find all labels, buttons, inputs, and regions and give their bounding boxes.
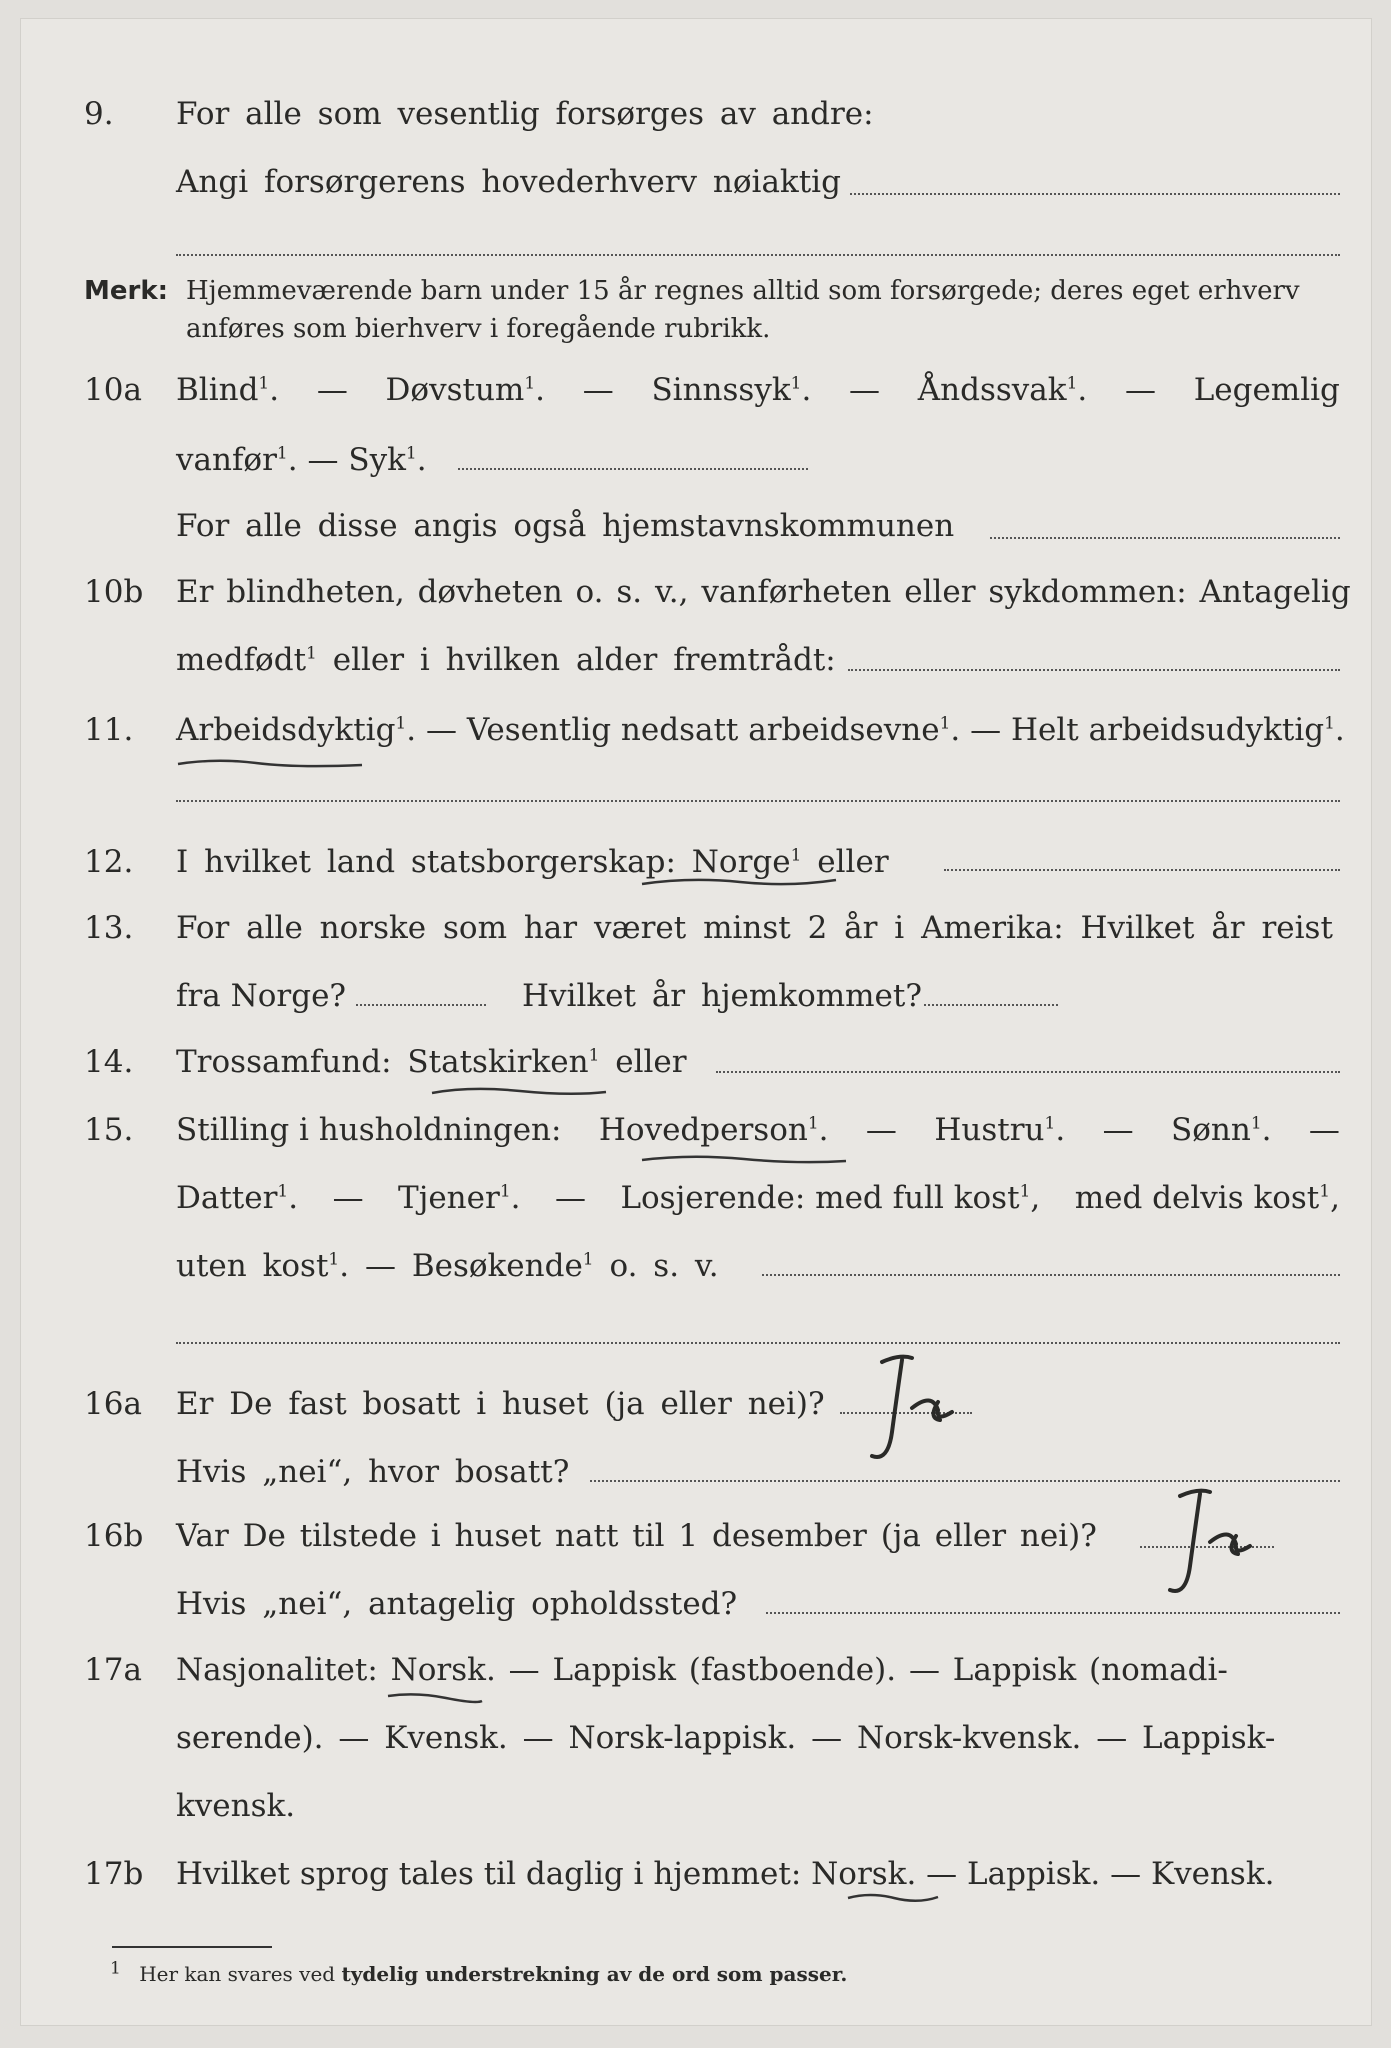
question-text: Hvis „nei“, antagelig opholdssted? <box>176 1586 738 1622</box>
footnote: $^1$ Her kan svares ved tydelig understrekning av de ord som passer. <box>110 1958 848 1986</box>
answer-line[interactable] <box>944 869 1340 871</box>
question-text: vanfør$^1$. — Syk$^1$. <box>176 442 427 478</box>
question-number: 17b <box>84 1856 144 1892</box>
answer-option-selected: Norsk. <box>390 1652 496 1688</box>
note-text: Hjemmeværende barn under 15 år regnes alltid som forsørgede; deres eget erhverv <box>186 276 1300 306</box>
note-label: Merk: <box>84 276 169 306</box>
question-17a-line-3 <box>0 1778 1391 1834</box>
question-text: Hvilket sprog tales til daglig i hjemmet: Norsk. — Lappisk. — Kvensk. <box>176 1856 1275 1892</box>
answer-option-selected: Arbeidsdyktig <box>176 712 396 748</box>
question-number: 11. <box>84 712 134 748</box>
answer-option-selected: Statskirken <box>407 1044 589 1080</box>
question-number: 13. <box>84 910 134 946</box>
answer-line[interactable] <box>176 254 1340 256</box>
question-text: Nasjonalitet: Norsk. — Lappisk (fastboende). — Lappisk (nomadi- <box>176 1652 1228 1688</box>
question-text: Er De fast bosatt i huset (ja eller nei)? <box>176 1386 825 1422</box>
handwritten-underline <box>430 1084 610 1098</box>
question-text: Blind$^1$. — Døvstum$^1$. — Sinnssyk$^1$. — Åndssvak$^1$. — Legemlig <box>176 372 1340 408</box>
handwritten-underline <box>386 1690 486 1704</box>
answer-line[interactable] <box>590 1480 1340 1482</box>
footnote-rule <box>112 1946 272 1948</box>
question-10a-line-2 <box>0 432 1391 488</box>
answer-option-selected: Norsk. <box>811 1856 917 1892</box>
question-text: uten kost$^1$. — Besøkende$^1$ o. s. v. <box>176 1248 719 1284</box>
question-number: 12. <box>84 844 134 880</box>
question-10a-line-1 <box>0 362 1391 418</box>
question-number: 15. <box>84 1112 134 1148</box>
question-9-line-2 <box>0 154 1391 210</box>
question-text: fra Norge? <box>176 978 347 1014</box>
question-number: 10b <box>84 574 144 610</box>
question-text: Hvilket år hjemkommet? <box>522 978 922 1014</box>
answer-line[interactable] <box>176 1342 1340 1344</box>
question-10a-line-3 <box>0 498 1391 554</box>
answer-option-selected: Hovedperson <box>598 1112 808 1148</box>
answer-line[interactable] <box>716 1071 1340 1073</box>
question-number: 16a <box>84 1386 142 1422</box>
question-text: Arbeidsdyktig$^1$. — Vesentlig nedsatt arbeidsevne$^1$. — Helt arbeidsudyktig$^1$. <box>176 712 1345 748</box>
question-13-line-1 <box>0 900 1391 956</box>
question-text: I hvilket land statsborgerskap: Norge$^1$ eller <box>176 844 889 880</box>
note-text: anføres som bierhverv i foregående rubrikk. <box>186 314 771 344</box>
question-17a-line-2 <box>0 1710 1391 1766</box>
question-text: Angi forsørgerens hovederhverv nøiaktig <box>176 164 841 200</box>
answer-line[interactable] <box>176 800 1340 802</box>
question-text: For alle disse angis også hjemstavnskommunen <box>176 508 955 544</box>
answer-line[interactable] <box>458 468 808 470</box>
question-text: Hvis „nei“, hvor bosatt? <box>176 1454 570 1490</box>
question-15-line-1 <box>0 1102 1391 1158</box>
question-number: 17a <box>84 1652 142 1688</box>
answer-line[interactable] <box>990 537 1340 539</box>
question-number: 10a <box>84 372 142 408</box>
question-text: Er blindheten, døvheten o. s. v., vanførheten eller sykdommen: Antagelig <box>176 574 1351 610</box>
answer-line[interactable] <box>766 1612 1340 1614</box>
question-15-line-3 <box>0 1238 1391 1294</box>
question-text: medfødt$^1$ eller i hvilken alder fremtrådt: <box>176 642 836 678</box>
answer-option-selected: Norge <box>691 844 791 880</box>
question-text: For alle som vesentlig forsørges av andre: <box>176 96 874 132</box>
question-text: kvensk. <box>176 1788 296 1824</box>
question-9-line-1 <box>0 86 1391 142</box>
question-16b-line-2 <box>0 1576 1391 1632</box>
question-11 <box>0 702 1391 758</box>
note-block <box>84 272 1300 310</box>
question-text: serende). — Kvensk. — Norsk-lappisk. — Norsk-kvensk. — Lappisk- <box>176 1720 1276 1756</box>
answer-line[interactable] <box>850 193 1340 195</box>
handwritten-underline <box>176 756 366 770</box>
answer-line[interactable] <box>848 669 1340 671</box>
answer-line[interactable] <box>762 1274 1340 1276</box>
question-text: For alle norske som har været minst 2 år i Amerika: Hvilket år reist <box>176 910 1333 946</box>
question-17b <box>0 1846 1391 1902</box>
handwritten-underline <box>846 1890 942 1904</box>
question-14 <box>0 1034 1391 1090</box>
question-text: Var De tilstede i huset natt til 1 desember (ja eller nei)? <box>176 1518 1097 1554</box>
question-10b-line-2 <box>0 632 1391 688</box>
handwritten-underline <box>640 874 840 890</box>
question-text: Stilling i husholdningen: Hovedperson$^1$. — Hustru$^1$. — Sønn$^1$. — <box>176 1112 1340 1148</box>
question-number: 16b <box>84 1518 144 1554</box>
question-13-line-2 <box>0 968 1391 1024</box>
question-16a-line-1 <box>0 1376 1391 1432</box>
question-10b-line-1 <box>0 564 1391 620</box>
question-17a-line-1 <box>0 1642 1391 1698</box>
question-number: 9. <box>84 96 114 132</box>
question-text: Datter$^1$. — Tjener$^1$. — Losjerende: med full kost$^1$, med delvis kost$^1$, <box>176 1180 1340 1216</box>
answer-line[interactable] <box>356 1004 486 1006</box>
question-15-line-2 <box>0 1170 1391 1226</box>
answer-line[interactable] <box>924 1004 1058 1006</box>
handwritten-underline <box>640 1152 850 1166</box>
question-text: Trossamfund: Statskirken$^1$ eller <box>176 1044 687 1080</box>
question-number: 14. <box>84 1044 134 1080</box>
